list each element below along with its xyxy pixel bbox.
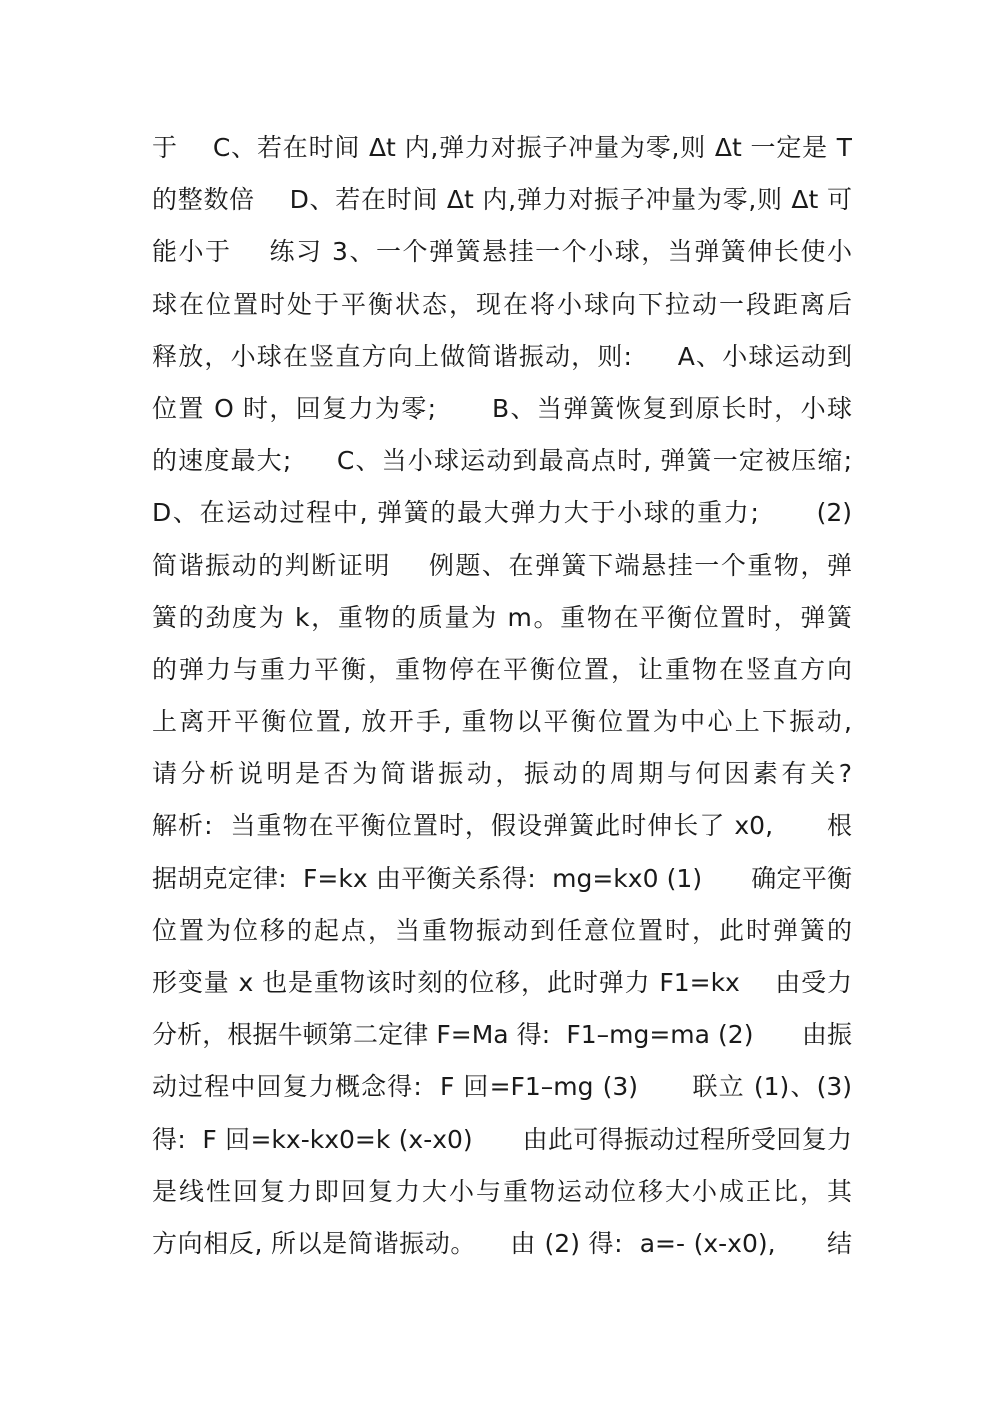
text-line: 能小于 练习 3、一个弹簧悬挂一个小球，当弹簧伸长使小 [152,237,852,267]
text-line: 方向相反, 所以是简谐振动。 由 (2) 得: a=- (x-x0), 结 [152,1228,852,1258]
body-text [152,122,852,1270]
text-line: 球在位置时处于平衡状态，现在将小球向下拉动一段距离后 [152,289,852,319]
text-line: 请分析说明是否为简谐振动，振动的周期与何因素有关? [152,759,852,789]
text-line: 动过程中回复力概念得: F 回=F1–mg (3) 联立 (1)、(3) [152,1072,852,1102]
text-line: 位置为位移的起点，当重物振动到任意位置时，此时弹簧的 [152,915,852,945]
text-line: 的弹力与重力平衡，重物停在平衡位置，让重物在竖直方向 [152,654,852,684]
text-line: 得: F 回=kx-kx0=k (x-x0) 由此可得振动过程所受回复力 [152,1124,852,1154]
text-line: 的整数倍 D、若在时间 Δt 内,弹力对振子冲量为零,则 Δt 可 [152,185,852,215]
text-line: D、在运动过程中, 弹簧的最大弹力大于小球的重力; (2) [152,498,852,528]
text-line: 的速度最大; C、当小球运动到最高点时, 弹簧一定被压缩; [152,446,852,476]
text-line: 据胡克定律: F=kx 由平衡关系得: mg=kx0 (1) 确定平衡 [152,863,852,893]
text-line: 位置 O 时，回复力为零; B、当弹簧恢复到原长时，小球 [152,393,852,423]
text-line: 簧的劲度为 k，重物的质量为 m。重物在平衡位置时，弹簧 [152,602,852,632]
text-line: 解析: 当重物在平衡位置时，假设弹簧此时伸长了 x0, 根 [152,811,852,841]
text-line: 于 C、若在时间 Δt 内,弹力对振子冲量为零,则 Δt 一定是 T [152,133,852,162]
text-line: 是线性回复力即回复力大小与重物运动位移大小成正比，其 [152,1176,852,1206]
text-line: 简谐振动的判断证明 例题、在弹簧下端悬挂一个重物，弹 [152,550,852,580]
text-line: 形变量 x 也是重物该时刻的位移，此时弹力 F1=kx 由受力 [152,968,852,997]
text-line: 上离开平衡位置, 放开手, 重物以平衡位置为中心上下振动, [152,707,852,737]
text-line: 分析，根据牛顿第二定律 F=Ma 得: F1–mg=ma (2) 由振 [152,1020,852,1050]
text-line: 释放，小球在竖直方向上做简谐振动，则: A、小球运动到 [152,341,852,371]
